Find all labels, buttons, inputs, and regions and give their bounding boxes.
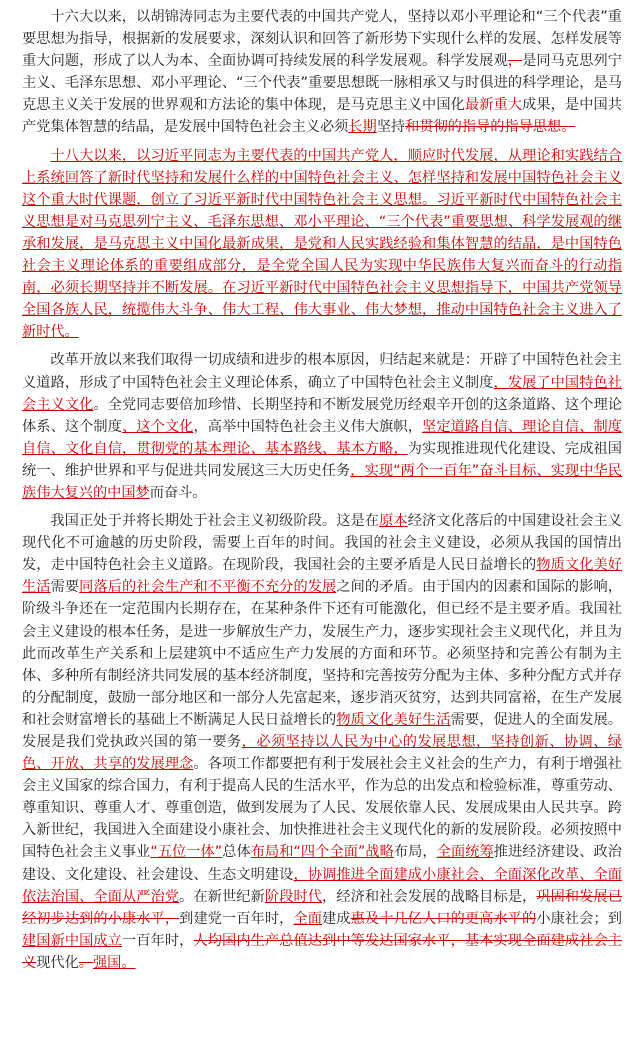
body-text: 到建党一百年时， — [179, 910, 294, 927]
paragraph-1 — [22, 6, 622, 139]
body-text: 布局， — [393, 844, 437, 861]
body-text: 改革开放以来我们取得一切成绩和进步的根本原因，归结起来就是：开辟了中国特色社会主义道路，形成了中国特色社会主义理论体系，确立了中国特色社会主义制度 — [22, 352, 622, 391]
deleted-text: 人均国内生产总值达到中等发达国家水平，基本实现全面建成社会主义 — [22, 932, 622, 971]
body-text: 。在新世纪新 — [179, 888, 265, 905]
inserted-text: 、这个文化 — [122, 418, 194, 435]
inserted-text: 布局和“四个全面”战略 — [250, 844, 394, 861]
body-text: 现代化 — [36, 954, 79, 971]
body-text: 十六大以来，以胡锦涛同志为主要代表的中国共产党人，坚持以邓小平理论和“三个代表”重要思想为指导，根据新的发展要求，深刻认识和回答了新形势下实现什么样的发展、怎样发展等重大问题，形成了以人为本、全面协调可持续发展的科学发展观。科学发展观 — [22, 9, 622, 70]
highlighted-text: 最新重大 — [464, 97, 523, 114]
body-text: 经济文化落后的中国建设社会主义现代化不可逾越的历史阶段，需要上百年的时间。我国的社会主义建设，必须从我国的国情出发，走中国特色社会主义道路。在现阶段，我国社会的主要矛盾是人民日益增长的 — [22, 513, 622, 574]
inserted-text: ，实现“两个一百年”奋斗目标、实现中华民族伟大复兴的中国梦 — [22, 462, 622, 501]
inserted-text: 强国。 — [92, 954, 136, 971]
body-text: ，经济和社会发展的战略目标是， — [322, 888, 537, 905]
deleted-text: 。 — [78, 954, 93, 971]
inserted-text: ，协调推进全面建成小康社会、全面深化改革、全面依法治国、全面从严治党 — [22, 866, 622, 905]
body-text: 成果，是中国共产党集体智慧的结晶，是发展中国特色社会主义必须 — [22, 97, 622, 136]
inserted-text: 长期 — [348, 119, 377, 136]
body-text: 小康社会；到 — [536, 910, 622, 927]
body-text: 为实现推进现代化建设、完成祖国统一、维护世界和平与促进共同发展这三大历史任务 — [22, 440, 622, 479]
paragraph-3 — [22, 349, 622, 504]
inserted-text: ，发展了中国特色社会主义文化 — [22, 374, 622, 413]
body-text: 而奋斗。 — [149, 484, 207, 501]
body-text: 之间的矛盾。由于国内的因素和国际的影响，阶级斗争还在一定范围内长期存在，在某种条件下还有可能激化，但已经不是主要矛盾。我国社会主义建设的根本任务，是进一步解放生产力，发展生产力，逐步实现社会主义现代化，并且为此而改革生产关系和上层建筑中不适应生产力发展的方面和环节。必须坚持和完善公有制为主体、多种所有制经济共同发展的基本经济制度，坚持和完善按劳分配为主体、多种分配方式并存的分配制度，鼓励一部分地区和一部分人先富起来，逐步消灭贫穷，达到共同富裕，在生产发展和社会财富增长的基础上不断满足人民日益增长的 — [22, 579, 622, 728]
body-text: 。全党同志要倍加珍惜、长期坚持和不断发展党历经艰辛开创的这条道路、这个理论体系、这个制度 — [22, 396, 622, 435]
inserted-text: 全面统筹 — [436, 844, 494, 861]
inserted-text: 十八大以来，以习近平同志为主要代表的中国共产党人，顺应时代发展，从理论和实践结合上系统回答了新时代坚持和发展什么样的中国特色社会主义、怎样坚持和发展中国特色社会主义这个重大时代课题，创立了习近平新时代中国特色社会主义思想。习近平新时代中国特色社会主义思想是对马克思列宁主义、毛泽东思想、邓小平理论、“三个代表”重要思想、科学发展观的继承和发展，是马克思主义中国化最新成果，是党和人民实践经验和集体智慧的结晶，是中国特色社会主义理论体系的重要组成部分，是全党全国人民为实现中华民族伟大复兴而奋斗的行动指南，必须长期坚持并不断发展。在习近平新时代中国特色社会主义思想指导下，中国共产党领导全国各族人民，统揽伟大斗争、伟大工程、伟大事业、伟大梦想，推动中国特色社会主义进入了新时代。 — [22, 147, 622, 341]
body-text: 。各项工作都要把有利于发展社会主义社会的生产力，有利于增强社会主义国家的综合国力，有利于提高人民的生活水平，作为总的出发点和检验标准，尊重劳动、尊重知识、尊重人才、尊重创造，做到发展为了人民、发展依靠人民、发展成果由人民共享。跨入新世纪，我国进入全面建设小康社会、加快推进社会主义现代化的新的发展阶段。必须按照中国特色社会主义事业 — [22, 756, 622, 861]
body-text: 坚持 — [376, 119, 406, 136]
body-text: 需要 — [50, 579, 80, 596]
inserted-text: ，必须坚持以人民为中心的发展思想，坚持创新、协调、绿色、开放、共享的发展理念 — [22, 734, 622, 773]
body-text: ，高举中国特色社会主义伟大旗帜， — [193, 418, 423, 435]
body-text: 我国正处于并将长期处于社会主义初级阶段。这是在 — [50, 513, 380, 530]
inserted-text: 坚定道路自信、理论自信、制度自信、文化自信，贯彻党的基本理论、基本路线、基本方略， — [22, 418, 622, 457]
paragraph-2 — [22, 145, 622, 344]
inserted-text: 同落后的社会生产和不平衡不充分的发展 — [79, 579, 337, 596]
body-text: 需要，促进人的全面发展。发展是我们党执政兴国的第一要务 — [22, 711, 622, 750]
inserted-text: 建国新中国成立 — [22, 932, 123, 949]
paragraph-4 — [22, 510, 622, 974]
deleted-text: 和贯彻的指导的指导思想。 — [405, 119, 576, 136]
deleted-text: ， — [507, 53, 523, 70]
deleted-text: 巩固和发展已经初步达到的小康水平， — [22, 888, 622, 927]
body-text: 总体 — [222, 844, 251, 861]
inserted-text: 物质文化美好生活 — [22, 557, 622, 596]
body-text: 一百年时， — [122, 932, 194, 949]
inserted-text: 阶段时代 — [264, 888, 323, 905]
body-text: 推进经济建设、政治建设、文化建设、社会建设、生态文明建设 — [22, 844, 622, 883]
deleted-text: 惠及十几亿人口的更高水平的 — [350, 910, 537, 927]
body-text: 建成 — [322, 910, 351, 927]
inserted-text: “五位一体” — [150, 844, 223, 861]
inserted-text: 原本 — [379, 513, 408, 530]
inserted-text: 全面 — [293, 910, 323, 927]
body-text: 是同马克思列宁主义、毛泽东思想、邓小平理论、“三个代表”重要思想既一脉相承又与时俱进的科学理论，是马克思主义关于发展的世界观和方法论的集中体现，是马克思主义中国化 — [22, 53, 622, 114]
inserted-text: 物质文化美好生活 — [336, 711, 451, 728]
